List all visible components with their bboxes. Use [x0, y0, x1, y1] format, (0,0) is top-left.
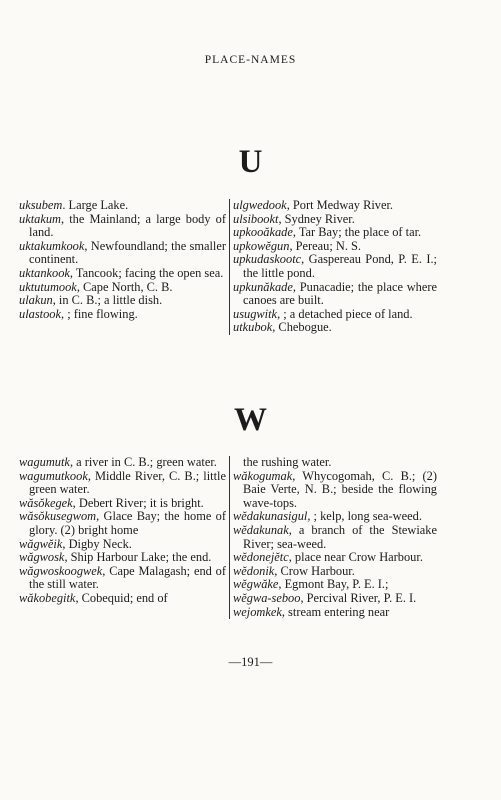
headword: wagumutk	[19, 455, 70, 469]
headword: uktakum	[19, 211, 61, 226]
definition: , Sydney River.	[278, 211, 355, 226]
definition: , ; a detached piece of land.	[277, 306, 413, 321]
glossary-entry	[19, 456, 226, 470]
glossary-entry	[233, 578, 437, 592]
glossary-entry	[233, 524, 437, 551]
definition: , Whycogomah, C. B.; (2) Baie Verte, N. B.; beside the flowing wave-tops.	[243, 468, 437, 510]
headword: wăsŏkusegwom	[19, 509, 97, 524]
glossary-entry	[19, 199, 226, 213]
headword: ulsibookt	[233, 211, 279, 226]
headword: usugwitk	[233, 306, 278, 321]
glossary-entry	[19, 551, 226, 565]
running-head: PLACE-NAMES	[204, 54, 297, 66]
definition: , ; fine flowing.	[61, 306, 138, 321]
definition: , stream entering near	[281, 604, 390, 619]
headword: wĕdakunasigul	[233, 509, 308, 524]
glossary-entry	[233, 551, 437, 565]
definition: , Punacadie; the place where canoes are built.	[243, 279, 437, 308]
section-u-right-column	[229, 199, 437, 335]
glossary-entry	[19, 510, 226, 537]
glossary-entry	[233, 470, 437, 511]
definition: , Newfoundland; the smaller continent.	[29, 238, 226, 267]
glossary-entry	[19, 294, 226, 308]
definition: , Cape Malagash; end of the still water.	[29, 563, 226, 592]
headword: wagumutkook	[19, 468, 88, 483]
headword: wejomkek	[233, 604, 282, 619]
headword: wĕgwăke	[233, 577, 279, 592]
headword: wăsŏkegek	[19, 495, 73, 510]
definition: , Cape North, C. B.	[76, 279, 173, 294]
headword: uktutumook	[19, 279, 77, 294]
glossary-entry	[19, 213, 226, 240]
glossary-entry	[19, 592, 226, 606]
glossary-entry	[233, 308, 437, 322]
headword: wăgwosk	[19, 550, 65, 565]
section-u-left-column	[19, 199, 226, 321]
headword: wăkobegitk	[19, 590, 76, 605]
page-number: —191—	[228, 655, 273, 669]
definition: , place near Crow Harbour.	[288, 550, 423, 565]
definition: , Egmont Bay, P. E. I.;	[278, 577, 389, 592]
glossary-entry	[233, 226, 437, 240]
definition: . Large Lake.	[62, 198, 129, 212]
definition: , a river in C. B.; green water.	[69, 455, 217, 469]
section-letter-u: U	[238, 144, 263, 180]
headword: uktakumkook	[19, 238, 85, 253]
definition: , Chebogue.	[272, 320, 332, 335]
headword: wăkogumak	[233, 468, 293, 483]
glossary-entry	[233, 240, 437, 254]
headword: wĕdonejĕtc	[233, 550, 289, 565]
definition: , Crow Harbour.	[274, 563, 355, 578]
glossary-entry	[19, 240, 226, 267]
headword: upkowĕgun	[233, 238, 290, 253]
glossary-entry	[19, 267, 226, 281]
headword: upkunăkade	[233, 279, 293, 294]
glossary-entry	[19, 497, 226, 511]
definition: , Tancook; facing the open sea.	[69, 265, 224, 280]
definition: , ; kelp, long sea-weed.	[307, 509, 422, 524]
headword: utkubok	[233, 320, 273, 335]
headword: uksubem	[19, 198, 63, 212]
headword: wăgwoskoogwek	[19, 563, 103, 578]
definition: , Debert River; it is bright.	[72, 495, 204, 510]
headword: upkooăkade	[233, 225, 293, 240]
glossary-entry	[19, 308, 226, 322]
headword: ulgwedook	[233, 198, 287, 212]
definition: , Percival River, P. E. I.	[300, 590, 417, 605]
definition: , a branch of the Stewiake River; sea-weed.	[243, 522, 437, 551]
definition: , Gaspereau Pond, P. E. I.; the little pond.	[243, 252, 437, 280]
headword: wĕdonik	[233, 563, 275, 578]
headword: uktankook	[19, 265, 70, 280]
definition: , Ship Harbour Lake; the end.	[64, 550, 212, 565]
glossary-entry	[233, 510, 437, 524]
glossary-entry	[233, 592, 437, 606]
glossary-entry	[19, 565, 226, 592]
glossary-entry	[19, 470, 226, 497]
headword: ulastook	[19, 306, 61, 321]
headword: wĕdakunak	[233, 522, 289, 537]
section-letter-w: W	[234, 402, 267, 438]
glossary-entry	[19, 281, 226, 295]
definition: the rushing water.	[243, 455, 332, 469]
definition: , Digby Neck.	[62, 536, 132, 551]
definition: , Pereau; N. S.	[289, 238, 362, 253]
definition: , Middle River, C. B.; little green water.	[29, 468, 226, 497]
section-w-right-column	[229, 456, 437, 619]
definition: , Cobequid; end of	[75, 590, 168, 605]
glossary-entry	[233, 565, 437, 579]
definition: , Port Medway River.	[286, 198, 394, 212]
glossary-entry	[233, 281, 437, 308]
glossary-entry	[233, 253, 437, 280]
definition: , Tar Bay; the place of tar.	[292, 225, 422, 240]
definition: , the Mainland; a large body of land.	[29, 211, 226, 240]
glossary-entry	[19, 538, 226, 552]
glossary-entry	[233, 213, 437, 227]
headword: ulakun	[19, 293, 53, 308]
glossary-entry-continuation	[233, 456, 437, 470]
section-w-left-column	[19, 456, 226, 606]
headword: upkudaskootc	[233, 252, 302, 267]
headword: wăgwĕik	[19, 536, 63, 551]
headword: wĕgwa-seboo	[233, 590, 301, 605]
glossary-entry	[233, 199, 437, 213]
definition: , in C. B.; a little dish.	[52, 293, 163, 308]
glossary-entry	[233, 606, 437, 620]
definition: , Glace Bay; the home of glory. (2) bright home	[29, 509, 226, 537]
glossary-entry	[233, 321, 437, 335]
